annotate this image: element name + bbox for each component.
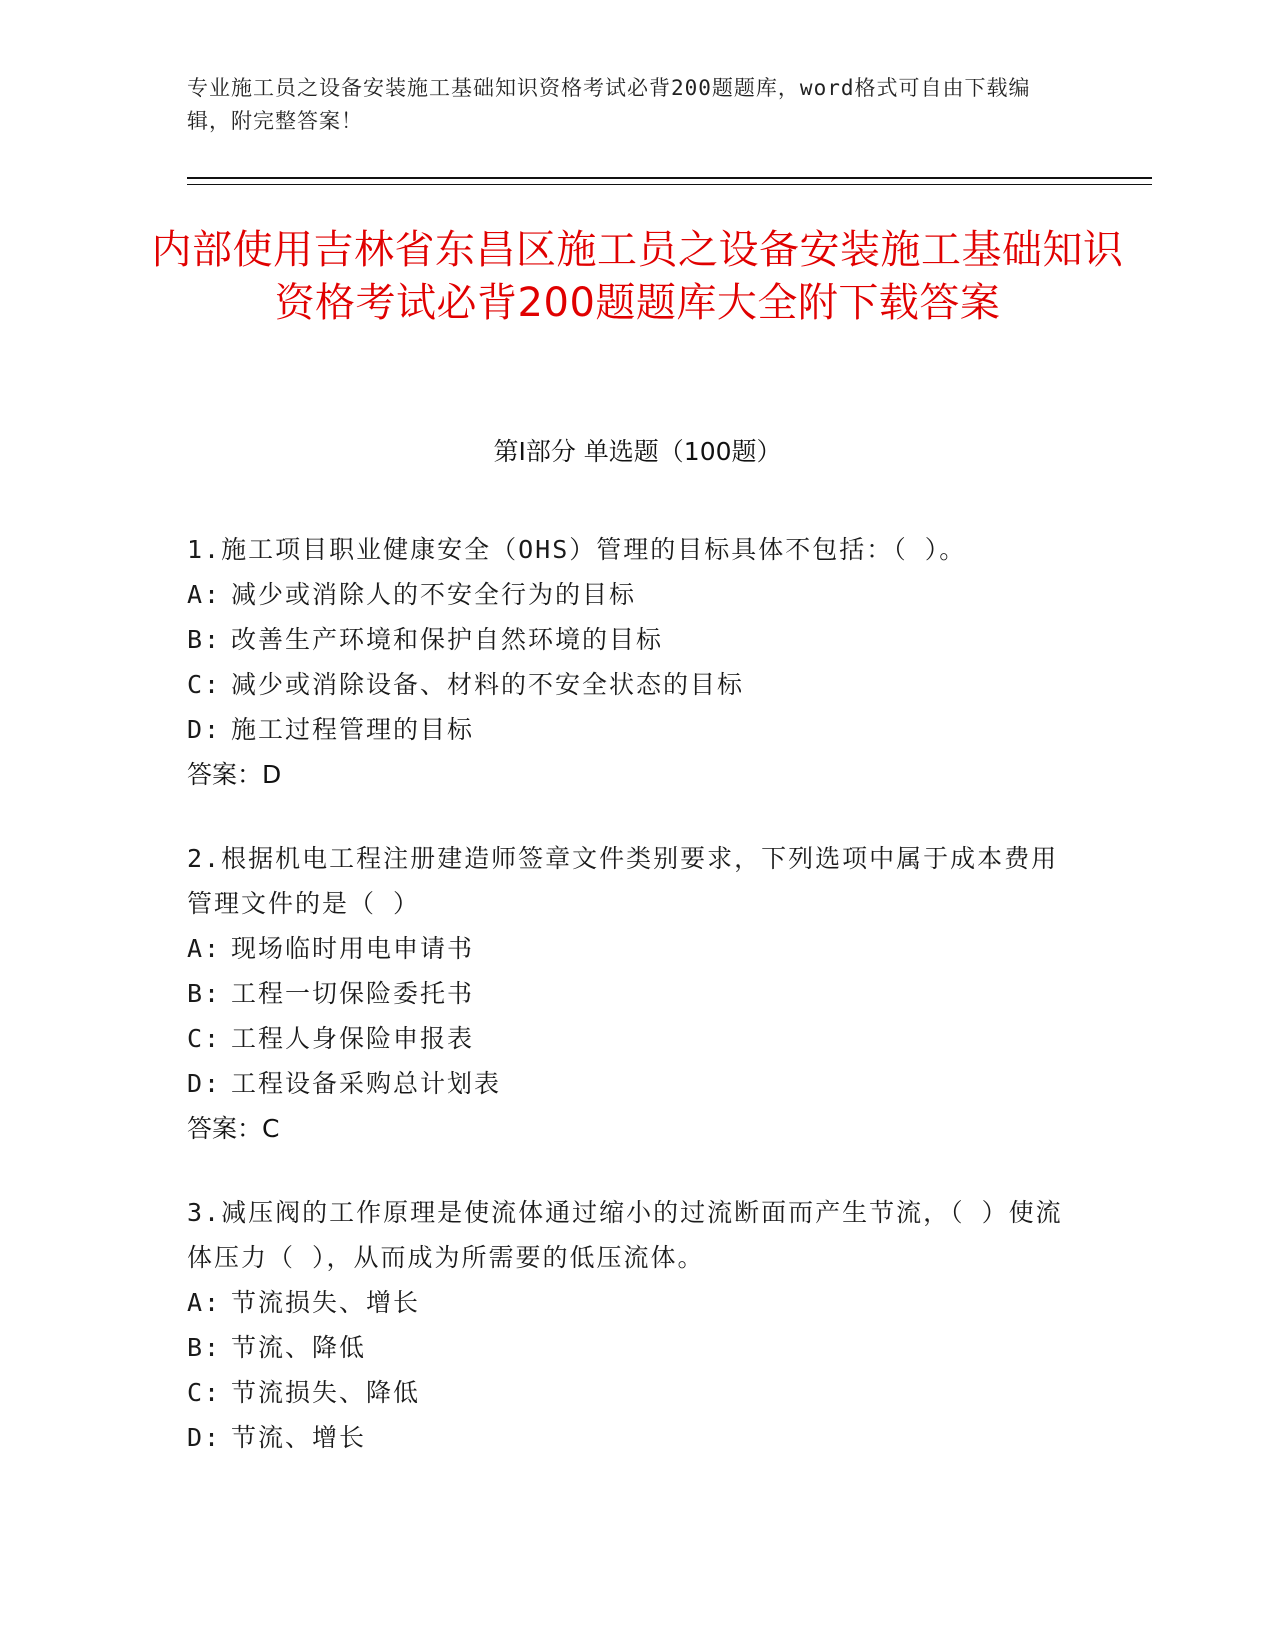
option-b: [187, 1325, 1067, 1370]
option-text: 施工过程管理的目标: [231, 715, 475, 744]
document-title: 内部使用吉林省东昌区施工员之设备安装施工基础知识资格考试必背200题题库大全附下载答案: [151, 227, 1124, 326]
option-b: [187, 971, 1067, 1016]
page-header-text: 专业施工员之设备安装施工基础知识资格考试必背200题题库，word格式可自由下载编辑，附完整答案！: [187, 76, 1031, 133]
header-divider-thin: [187, 184, 1152, 185]
question-stem: 1.施工项目职业健康安全（OHS）管理的目标具体不包括：（ ）。: [187, 535, 967, 564]
option-b: [187, 617, 1067, 662]
option-a: [187, 1280, 1067, 1325]
option-text: 减少或消除设备、材料的不安全状态的目标: [231, 670, 745, 699]
question-1: [187, 527, 1067, 797]
option-text: 工程人身保险申报表: [231, 1024, 475, 1053]
option-text: 工程一切保险委托书: [231, 979, 475, 1008]
option-text: 节流损失、增长: [231, 1288, 421, 1317]
option-key: D:: [187, 715, 222, 744]
question-stem: 2.根据机电工程注册建造师签章文件类别要求，下列选项中属于成本费用管理文件的是（ ）: [187, 844, 1059, 918]
option-a: [187, 926, 1067, 971]
option-key: A:: [187, 934, 222, 963]
question-stem: 3.减压阀的工作原理是使流体通过缩小的过流断面而产生节流，（ ）使流体压力（ ），从而成为所需要的低压流体。: [187, 1198, 1063, 1272]
option-d: [187, 707, 1067, 752]
option-key: B:: [187, 1333, 222, 1362]
option-key: A:: [187, 580, 222, 609]
option-key: C:: [187, 1378, 222, 1407]
option-c: [187, 1016, 1067, 1061]
section-title: 第Ⅰ部分 单选题（100题）: [493, 437, 782, 466]
option-key: A:: [187, 1288, 222, 1317]
question-list: [187, 527, 1067, 1499]
option-text: 减少或消除人的不安全行为的目标: [231, 580, 637, 609]
question-3: [187, 1190, 1067, 1460]
option-text: 改善生产环境和保护自然环境的目标: [231, 625, 664, 654]
option-key: B:: [187, 625, 222, 654]
option-key: D:: [187, 1069, 222, 1098]
option-c: [187, 1370, 1067, 1415]
option-c: [187, 662, 1067, 707]
option-key: B:: [187, 979, 222, 1008]
option-d: [187, 1415, 1067, 1460]
option-d: [187, 1061, 1067, 1106]
option-key: C:: [187, 670, 222, 699]
answer-line: 答案：D: [187, 760, 282, 789]
header-divider-thick: [187, 177, 1152, 179]
option-text: 节流损失、降低: [231, 1378, 421, 1407]
option-text: 节流、降低: [231, 1333, 367, 1362]
option-key: C:: [187, 1024, 222, 1053]
option-text: 现场临时用电申请书: [231, 934, 475, 963]
answer-line: 答案：C: [187, 1114, 280, 1143]
option-text: 工程设备采购总计划表: [231, 1069, 502, 1098]
option-text: 节流、增长: [231, 1423, 367, 1452]
option-key: D:: [187, 1423, 222, 1452]
option-a: [187, 572, 1067, 617]
question-2: [187, 836, 1067, 1151]
